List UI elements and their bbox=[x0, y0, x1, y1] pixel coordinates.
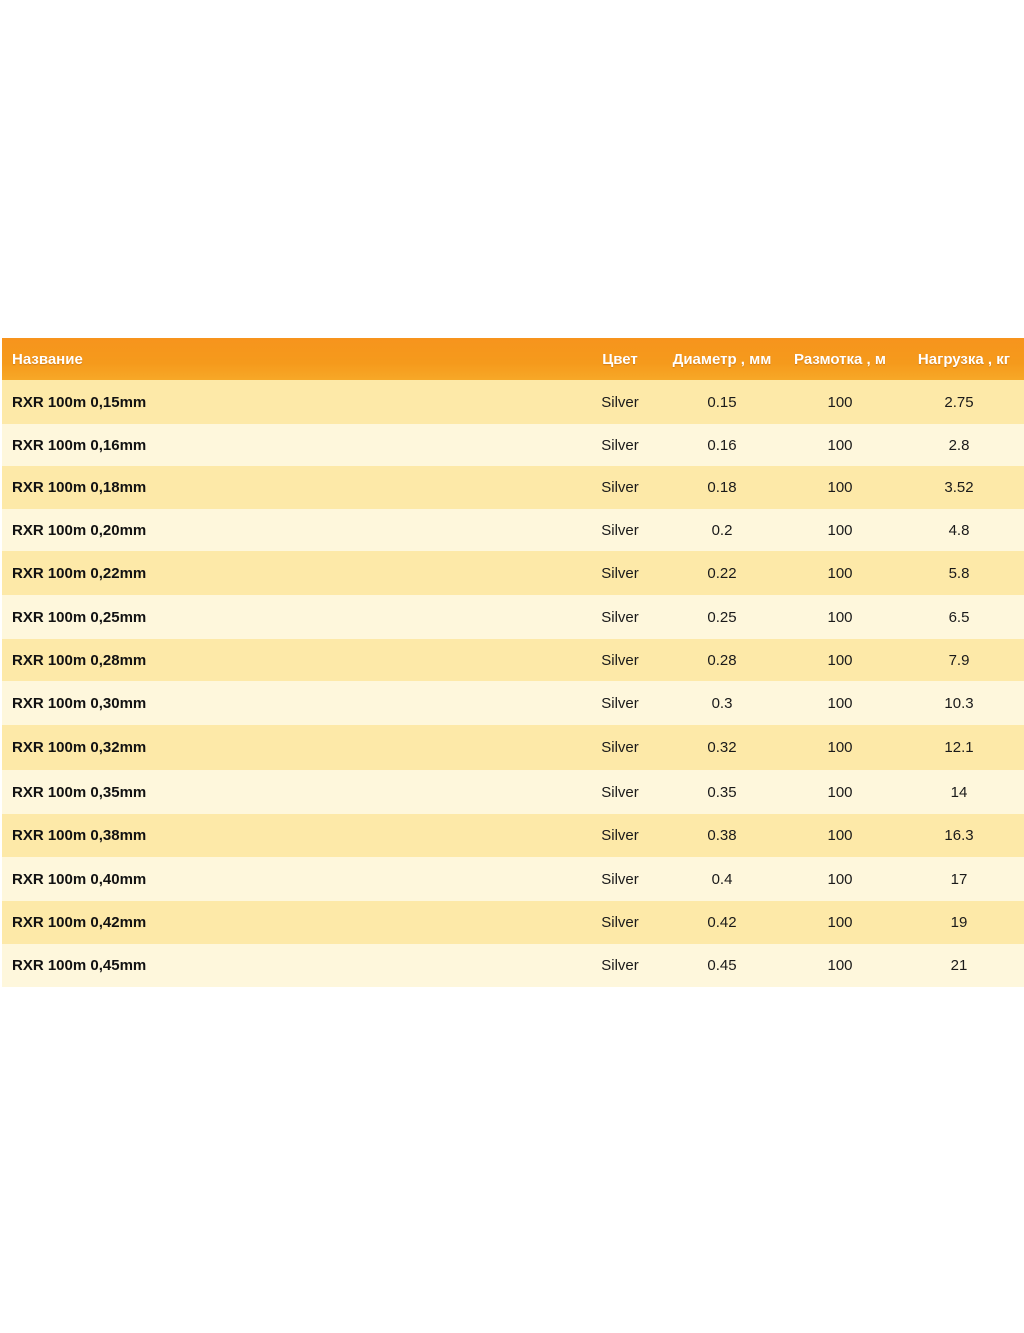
cell-color: Silver bbox=[582, 681, 658, 725]
cell-name: RXR 100m 0,30mm bbox=[2, 681, 582, 725]
cell-color: Silver bbox=[582, 466, 658, 509]
table-row bbox=[2, 639, 1024, 681]
cell-name: RXR 100m 0,15mm bbox=[2, 380, 582, 424]
table-header bbox=[2, 338, 1024, 380]
cell-color: Silver bbox=[582, 639, 658, 681]
cell-color: Silver bbox=[582, 551, 658, 595]
cell-color: Silver bbox=[582, 595, 658, 639]
header-row bbox=[2, 338, 1024, 380]
cell-length: 100 bbox=[786, 551, 894, 595]
cell-diameter: 0.15 bbox=[658, 380, 786, 424]
cell-name: RXR 100m 0,22mm bbox=[2, 551, 582, 595]
cell-load: 19 bbox=[894, 901, 1024, 944]
cell-load: 7.9 bbox=[894, 639, 1024, 681]
cell-color: Silver bbox=[582, 901, 658, 944]
header-name: Название bbox=[2, 338, 582, 380]
cell-length: 100 bbox=[786, 424, 894, 466]
table-row bbox=[2, 424, 1024, 466]
cell-length: 100 bbox=[786, 380, 894, 424]
cell-name: RXR 100m 0,40mm bbox=[2, 857, 582, 901]
cell-length: 100 bbox=[786, 814, 894, 857]
header-color: Цвет bbox=[582, 338, 658, 380]
cell-name: RXR 100m 0,35mm bbox=[2, 770, 582, 814]
table-row bbox=[2, 857, 1024, 901]
cell-diameter: 0.25 bbox=[658, 595, 786, 639]
cell-diameter: 0.42 bbox=[658, 901, 786, 944]
cell-diameter: 0.4 bbox=[658, 857, 786, 901]
cell-color: Silver bbox=[582, 424, 658, 466]
cell-diameter: 0.32 bbox=[658, 725, 786, 770]
table-row bbox=[2, 551, 1024, 595]
table-row bbox=[2, 681, 1024, 725]
table-body bbox=[2, 380, 1024, 987]
cell-name: RXR 100m 0,25mm bbox=[2, 595, 582, 639]
cell-load: 10.3 bbox=[894, 681, 1024, 725]
cell-load: 16.3 bbox=[894, 814, 1024, 857]
cell-load: 2.8 bbox=[894, 424, 1024, 466]
cell-load: 3.52 bbox=[894, 466, 1024, 509]
cell-load: 21 bbox=[894, 944, 1024, 987]
cell-color: Silver bbox=[582, 857, 658, 901]
cell-diameter: 0.28 bbox=[658, 639, 786, 681]
cell-diameter: 0.3 bbox=[658, 681, 786, 725]
cell-name: RXR 100m 0,45mm bbox=[2, 944, 582, 987]
table-row bbox=[2, 466, 1024, 509]
header-diameter: Диаметр , мм bbox=[658, 338, 786, 380]
cell-name: RXR 100m 0,28mm bbox=[2, 639, 582, 681]
cell-load: 5.8 bbox=[894, 551, 1024, 595]
cell-name: RXR 100m 0,20mm bbox=[2, 509, 582, 551]
cell-name: RXR 100m 0,18mm bbox=[2, 466, 582, 509]
cell-length: 100 bbox=[786, 466, 894, 509]
cell-length: 100 bbox=[786, 725, 894, 770]
cell-name: RXR 100m 0,16mm bbox=[2, 424, 582, 466]
table-row bbox=[2, 725, 1024, 770]
cell-length: 100 bbox=[786, 944, 894, 987]
cell-length: 100 bbox=[786, 509, 894, 551]
cell-load: 12.1 bbox=[894, 725, 1024, 770]
table-row bbox=[2, 509, 1024, 551]
cell-length: 100 bbox=[786, 770, 894, 814]
cell-diameter: 0.22 bbox=[658, 551, 786, 595]
cell-length: 100 bbox=[786, 901, 894, 944]
cell-color: Silver bbox=[582, 725, 658, 770]
cell-name: RXR 100m 0,38mm bbox=[2, 814, 582, 857]
cell-load: 4.8 bbox=[894, 509, 1024, 551]
cell-diameter: 0.35 bbox=[658, 770, 786, 814]
cell-load: 2.75 bbox=[894, 380, 1024, 424]
header-length: Размотка , м bbox=[786, 338, 894, 380]
cell-diameter: 0.38 bbox=[658, 814, 786, 857]
cell-color: Silver bbox=[582, 944, 658, 987]
cell-name: RXR 100m 0,32mm bbox=[2, 725, 582, 770]
cell-name: RXR 100m 0,42mm bbox=[2, 901, 582, 944]
cell-diameter: 0.2 bbox=[658, 509, 786, 551]
table-row bbox=[2, 770, 1024, 814]
spec-table bbox=[2, 338, 1024, 987]
table-row bbox=[2, 814, 1024, 857]
table-row bbox=[2, 380, 1024, 424]
cell-length: 100 bbox=[786, 681, 894, 725]
cell-color: Silver bbox=[582, 770, 658, 814]
cell-load: 6.5 bbox=[894, 595, 1024, 639]
cell-length: 100 bbox=[786, 639, 894, 681]
table-row bbox=[2, 901, 1024, 944]
cell-diameter: 0.16 bbox=[658, 424, 786, 466]
cell-length: 100 bbox=[786, 595, 894, 639]
cell-load: 14 bbox=[894, 770, 1024, 814]
cell-diameter: 0.18 bbox=[658, 466, 786, 509]
cell-color: Silver bbox=[582, 380, 658, 424]
cell-load: 17 bbox=[894, 857, 1024, 901]
cell-diameter: 0.45 bbox=[658, 944, 786, 987]
table-row bbox=[2, 944, 1024, 987]
cell-color: Silver bbox=[582, 509, 658, 551]
header-load: Нагрузка , кг bbox=[894, 338, 1024, 380]
cell-length: 100 bbox=[786, 857, 894, 901]
table-row bbox=[2, 595, 1024, 639]
cell-color: Silver bbox=[582, 814, 658, 857]
